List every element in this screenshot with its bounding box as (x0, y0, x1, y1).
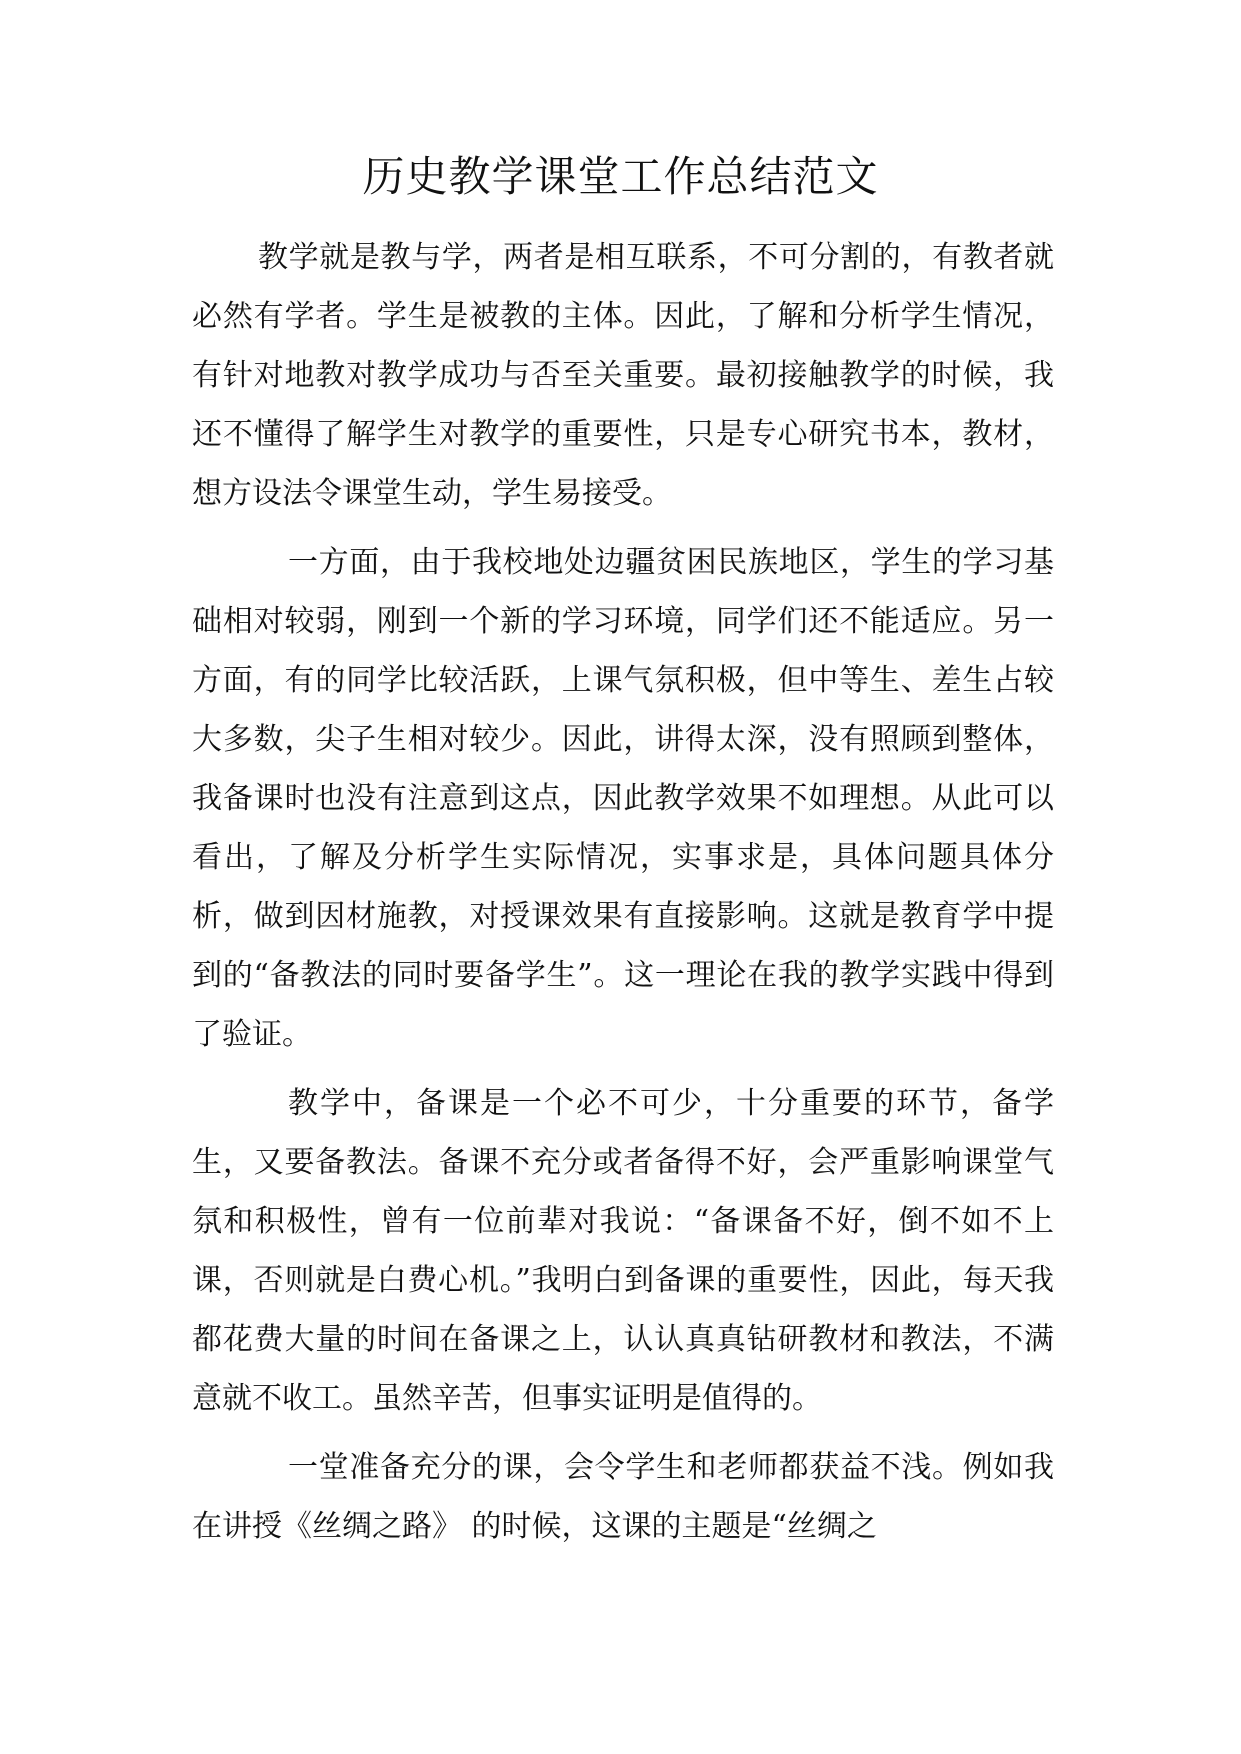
paragraph-2: 一方面，由于我校地处边疆贫困民族地区，学生的学习基础相对较弱，刚到一个新的学习环境，同学们还不能适应。另一方面，有的同学比较活跃，上课气氛积极，但中等生、差生占较大多数，尖子生相对较少。因此，讲得太深，没有照顾到整体，我备课时也没有注意到这点，因此教学效果不如理想。从此可以看出，了解及分析学生实际情况，实事求是，具体问题具体分析，做到因材施教，对授课效果有直接影响。这就是教育学中提到的“备教法的同时要备学生”。这一理论在我的教学实践中得到了验证。 (192, 545, 1054, 1052)
paragraph-1: 教学就是教与学，两者是相互联系，不可分割的，有教者就必然有学者。学生是被教的主体。因此，了解和分析学生情况，有针对地教对教学成功与否至关重要。最初接触教学的时候，我还不懂得了解学生对教学的重要性，只是专心研究书本，教材，想方设法令课堂生动，学生易接受。 (192, 240, 1054, 511)
document-title: 历史教学课堂工作总结范文 (362, 152, 879, 201)
paragraph-3: 教学中，备课是一个必不可少，十分重要的环节，备学生，又要备教法。备课不充分或者备得不好，会严重影响课堂气氛和积极性，曾有一位前辈对我说：“备课备不好，倒不如不上课，否则就是白费心机。”我明白到备课的重要性，因此，每天我都花费大量的时间在备课之上，认认真真钻研教材和教法，不满意就不收工。虽然辛苦，但事实证明是值得的。 (192, 1086, 1054, 1416)
paragraph-4: 一堂准备充分的课，会令学生和老师都获益不浅。例如我在讲授《丝绸之路》 的时候，这课的主题是“丝绸之 (192, 1450, 1054, 1544)
document-body (192, 228, 1054, 1556)
